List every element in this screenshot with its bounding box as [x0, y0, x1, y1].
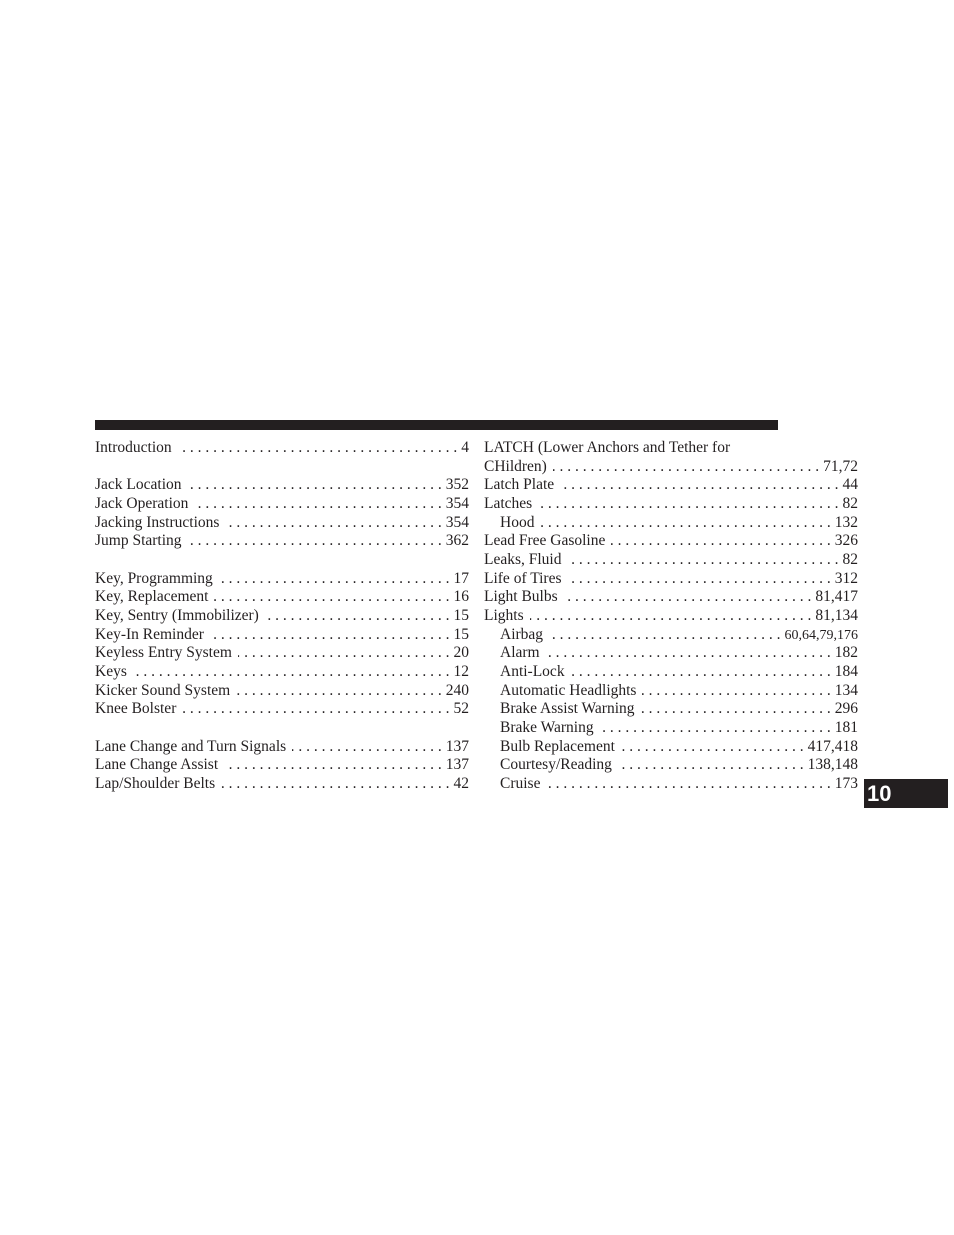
index-entry — [95, 439, 469, 458]
group-spacer — [95, 551, 469, 570]
dot-leader — [530, 607, 812, 626]
index-entry — [95, 514, 469, 533]
dot-leader — [564, 588, 812, 607]
entry-page-number: 182 — [834, 644, 858, 662]
entry-term: Anti-Lock — [500, 662, 565, 680]
dot-leader — [188, 476, 442, 495]
index-column-left — [95, 439, 469, 793]
dot-leader — [224, 756, 442, 775]
entry-term: Jack Operation — [95, 494, 189, 512]
entry-term: Jack Location — [95, 476, 182, 494]
entry-term: Keys — [95, 662, 127, 680]
index-subentry — [484, 756, 858, 775]
index-entry — [95, 476, 469, 495]
dot-leader — [611, 532, 830, 551]
index-entry — [95, 738, 469, 757]
index-entry — [484, 551, 858, 570]
entry-page-number: 82 — [842, 550, 858, 568]
entry-page-number: 71,72 — [823, 457, 858, 475]
section-tab: 10 — [864, 779, 948, 808]
index-subentry — [484, 719, 858, 738]
entry-term: Key, Replacement — [95, 588, 209, 606]
index-subentry — [484, 700, 858, 719]
index-subentry — [484, 682, 858, 701]
dot-leader — [178, 439, 458, 458]
index-entry — [95, 626, 469, 645]
index-entry — [484, 607, 858, 626]
entry-page-number: 240 — [445, 681, 469, 699]
index-subentry — [484, 644, 858, 663]
index-entry — [95, 663, 469, 682]
index-entry — [484, 532, 858, 551]
entry-term: Key-In Reminder — [95, 625, 204, 643]
entry-term: Lights — [484, 606, 524, 624]
index-subentry — [484, 738, 858, 757]
entry-page-number: 137 — [445, 737, 469, 755]
entry-term: Kicker Sound System — [95, 681, 231, 699]
dot-leader — [571, 663, 831, 682]
index-entry — [484, 495, 858, 514]
dot-leader — [546, 644, 831, 663]
entry-page-number: 15 — [453, 606, 469, 624]
entry-term: Leaks, Fluid — [484, 550, 562, 568]
dot-leader — [133, 663, 450, 682]
entry-page-number: 20 — [453, 644, 469, 662]
entry-page-number: 132 — [834, 513, 858, 531]
dot-leader — [600, 719, 831, 738]
entry-term: Key, Sentry (Immobilizer) — [95, 606, 259, 624]
index-entry — [95, 607, 469, 626]
dot-leader — [265, 607, 450, 626]
entry-term: Latches — [484, 494, 533, 512]
dot-leader — [642, 682, 830, 701]
entry-page-number: 326 — [834, 532, 858, 550]
entry-page-number: 17 — [453, 569, 469, 587]
index-entry — [95, 588, 469, 607]
entry-term: CHildren) — [484, 457, 547, 475]
entry-page-number: 296 — [834, 700, 858, 718]
dot-leader — [568, 551, 839, 570]
entry-page-number: 134 — [834, 681, 858, 699]
index-subentry — [484, 626, 858, 645]
entry-page-number: 52 — [453, 700, 469, 718]
top-rule — [95, 420, 778, 430]
index-entry — [95, 756, 469, 775]
entry-term: Light Bulbs — [484, 588, 558, 606]
dot-leader — [540, 514, 830, 533]
dot-leader — [219, 570, 450, 589]
index-subentry — [484, 775, 858, 794]
entry-page-number: 82 — [842, 494, 858, 512]
dot-leader — [292, 738, 442, 757]
index-column-right — [484, 439, 858, 793]
entry-page-number: 417,418 — [807, 737, 858, 755]
index-entry — [95, 682, 469, 701]
dot-leader — [560, 476, 838, 495]
entry-term: Key, Programming — [95, 569, 213, 587]
entry-term: Cruise — [500, 774, 541, 792]
entry-page-number: 173 — [834, 774, 858, 792]
dot-leader — [238, 644, 450, 663]
index-entry — [95, 644, 469, 663]
entry-page-number: 354 — [445, 513, 469, 531]
entry-page-number: 16 — [453, 588, 469, 606]
index-entry-continued: LATCH (Lower Anchors and Tether for — [484, 439, 731, 456]
entry-term: Life of Tires — [484, 569, 562, 587]
entry-term: Jacking Instructions — [95, 513, 220, 531]
index-entry — [484, 476, 858, 495]
entry-page-number: 12 — [453, 662, 469, 680]
dot-leader — [546, 775, 830, 794]
entry-page-number: 81,417 — [815, 588, 858, 606]
dot-leader — [568, 570, 831, 589]
dot-leader — [182, 700, 449, 719]
index-entry — [484, 458, 858, 477]
entry-term: Lap/Shoulder Belts — [95, 774, 216, 792]
index-subentry — [484, 663, 858, 682]
entry-term: Lane Change Assist — [95, 756, 219, 774]
entry-term: Latch Plate — [484, 476, 555, 494]
dot-leader — [214, 588, 449, 607]
dot-leader — [549, 626, 780, 645]
entry-page-number: 362 — [445, 532, 469, 550]
dot-leader — [188, 532, 442, 551]
entry-term: Automatic Headlights — [500, 681, 637, 699]
dot-leader — [618, 756, 804, 775]
group-spacer — [95, 719, 469, 738]
entry-page-number: 184 — [834, 662, 858, 680]
entry-page-number: 354 — [445, 494, 469, 512]
dot-leader — [641, 700, 831, 719]
entry-term: Lane Change and Turn Signals — [95, 737, 287, 755]
index-entry — [95, 700, 469, 719]
entry-term: Jump Starting — [95, 532, 182, 550]
entry-term: Introduction — [95, 439, 172, 456]
entry-page-number: 312 — [834, 569, 858, 587]
index-entry — [95, 495, 469, 514]
entry-term: Airbag — [500, 625, 544, 643]
entry-term: Lead Free Gasoline — [484, 532, 606, 550]
dot-leader — [621, 738, 804, 757]
index-subentry — [484, 514, 858, 533]
index-entry — [484, 570, 858, 589]
entry-page-number: 4 — [461, 439, 469, 456]
entry-term: Knee Bolster — [95, 700, 177, 718]
entry-term: Brake Assist Warning — [500, 700, 635, 718]
entry-term: Courtesy/Reading — [500, 756, 612, 774]
entry-term: Alarm — [500, 644, 540, 662]
dot-leader — [538, 495, 838, 514]
entry-term: Bulb Replacement — [500, 737, 615, 755]
entry-term: Keyless Entry System — [95, 644, 232, 662]
dot-leader — [221, 775, 449, 794]
entry-page-number: 352 — [445, 476, 469, 494]
index-entry — [95, 570, 469, 589]
entry-page-number: 81,134 — [815, 606, 858, 624]
entry-page-number: 137 — [445, 756, 469, 774]
dot-leader — [236, 682, 442, 701]
dot-leader — [553, 458, 819, 477]
entry-page-number: 15 — [453, 625, 469, 643]
dot-leader — [225, 514, 441, 533]
entry-page-number: 181 — [834, 718, 858, 736]
entry-page-number: 42 — [453, 774, 469, 792]
entry-term: Hood — [500, 513, 535, 531]
entry-page-number: 138,148 — [807, 756, 858, 774]
entry-page-number: 44 — [842, 476, 858, 494]
index-entry — [95, 532, 469, 551]
dot-leader — [194, 495, 441, 514]
dot-leader — [210, 626, 450, 645]
entry-term: Brake Warning — [500, 718, 594, 736]
index-entry — [484, 588, 858, 607]
group-spacer — [95, 458, 469, 477]
entry-page-number: 60,64,79,176 — [784, 627, 858, 643]
index-entry — [95, 775, 469, 794]
